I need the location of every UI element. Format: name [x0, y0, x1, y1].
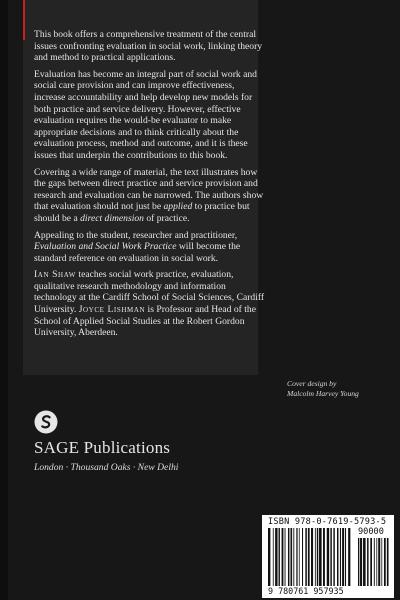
- barcode-addon-code: 90000: [358, 527, 384, 537]
- author-bio-1: teaches social work practice, evaluation, qualitative research methodology and information technology at the Cardiff School of Social Sciences, Cardiff University.: [34, 269, 265, 316]
- author-name-joyce-lishman: Joyce Lishman: [78, 304, 146, 316]
- cover-design-credit: [287, 379, 359, 398]
- author-bio-2: is Professor and Head of the School of Applied Social Studies at the Robert Gordon University, Aberdeen.: [34, 304, 256, 339]
- blurb-p3-part-a: Covering a wide range of material, the text illustrates how the gaps between direct practice and service provision and research and evaluation can be narrowed. The authors show that evaluation should not just be: [34, 166, 264, 213]
- blurb-p3-part-c: of practice.: [143, 212, 190, 224]
- cover-credit-line-2: Malcolm Harvey Young: [287, 388, 359, 398]
- blurb-emphasis-applied: applied: [163, 201, 193, 213]
- cover-credit-line-1: Cover design by: [287, 379, 337, 388]
- blurb-text: [34, 29, 266, 344]
- publisher-name: SAGE Publications: [34, 438, 171, 457]
- blurb-p3-part-b: to practice but should be a: [34, 201, 250, 224]
- book-title-italic: Evaluation and Social Work Practice: [34, 241, 177, 253]
- blurb-p4-part-b: will become the standard reference on evaluation in social work.: [34, 241, 241, 264]
- spine-edge: [0, 0, 8, 600]
- blurb-paragraph-4: [34, 230, 266, 265]
- blurb-paragraph-3: [34, 167, 266, 225]
- isbn-barcode: [262, 515, 394, 598]
- publisher-cities: London · Thousand Oaks · New Delhi: [34, 462, 179, 473]
- blurb-paragraph-2: Evaluation has become an integral part of social work and social care provision and can improve effectiveness, increase accountability and help develop new models for both practice and service delivery. However, effective evaluation requires the would-be evaluator to make appropriate decisions and to think critically about the evaluation process, method and outcome, and it is these issues that underpin the contributions to this book.: [34, 68, 257, 161]
- red-accent-bar: [23, 0, 25, 40]
- blurb-p4-part-a: Appealing to the student, researcher and practitioner,: [34, 229, 238, 241]
- main-barcode-bars: [268, 528, 354, 586]
- blurb-paragraph-1: This book offers a comprehensive treatment of the central issues confronting evaluation in social work, linking theory and method to practical applications.: [34, 29, 263, 64]
- blurb-emphasis-direct-dimension: direct dimension: [80, 212, 144, 224]
- author-name-ian-shaw: Ian Shaw: [34, 269, 76, 281]
- sage-s-logo-icon: [34, 410, 58, 434]
- author-bio: [34, 269, 266, 339]
- addon-barcode-bars: [358, 538, 390, 586]
- barcode-digits: 9 780761 957935: [268, 586, 344, 596]
- isbn-number: ISBN 978-0-7619-5793-5: [268, 517, 387, 527]
